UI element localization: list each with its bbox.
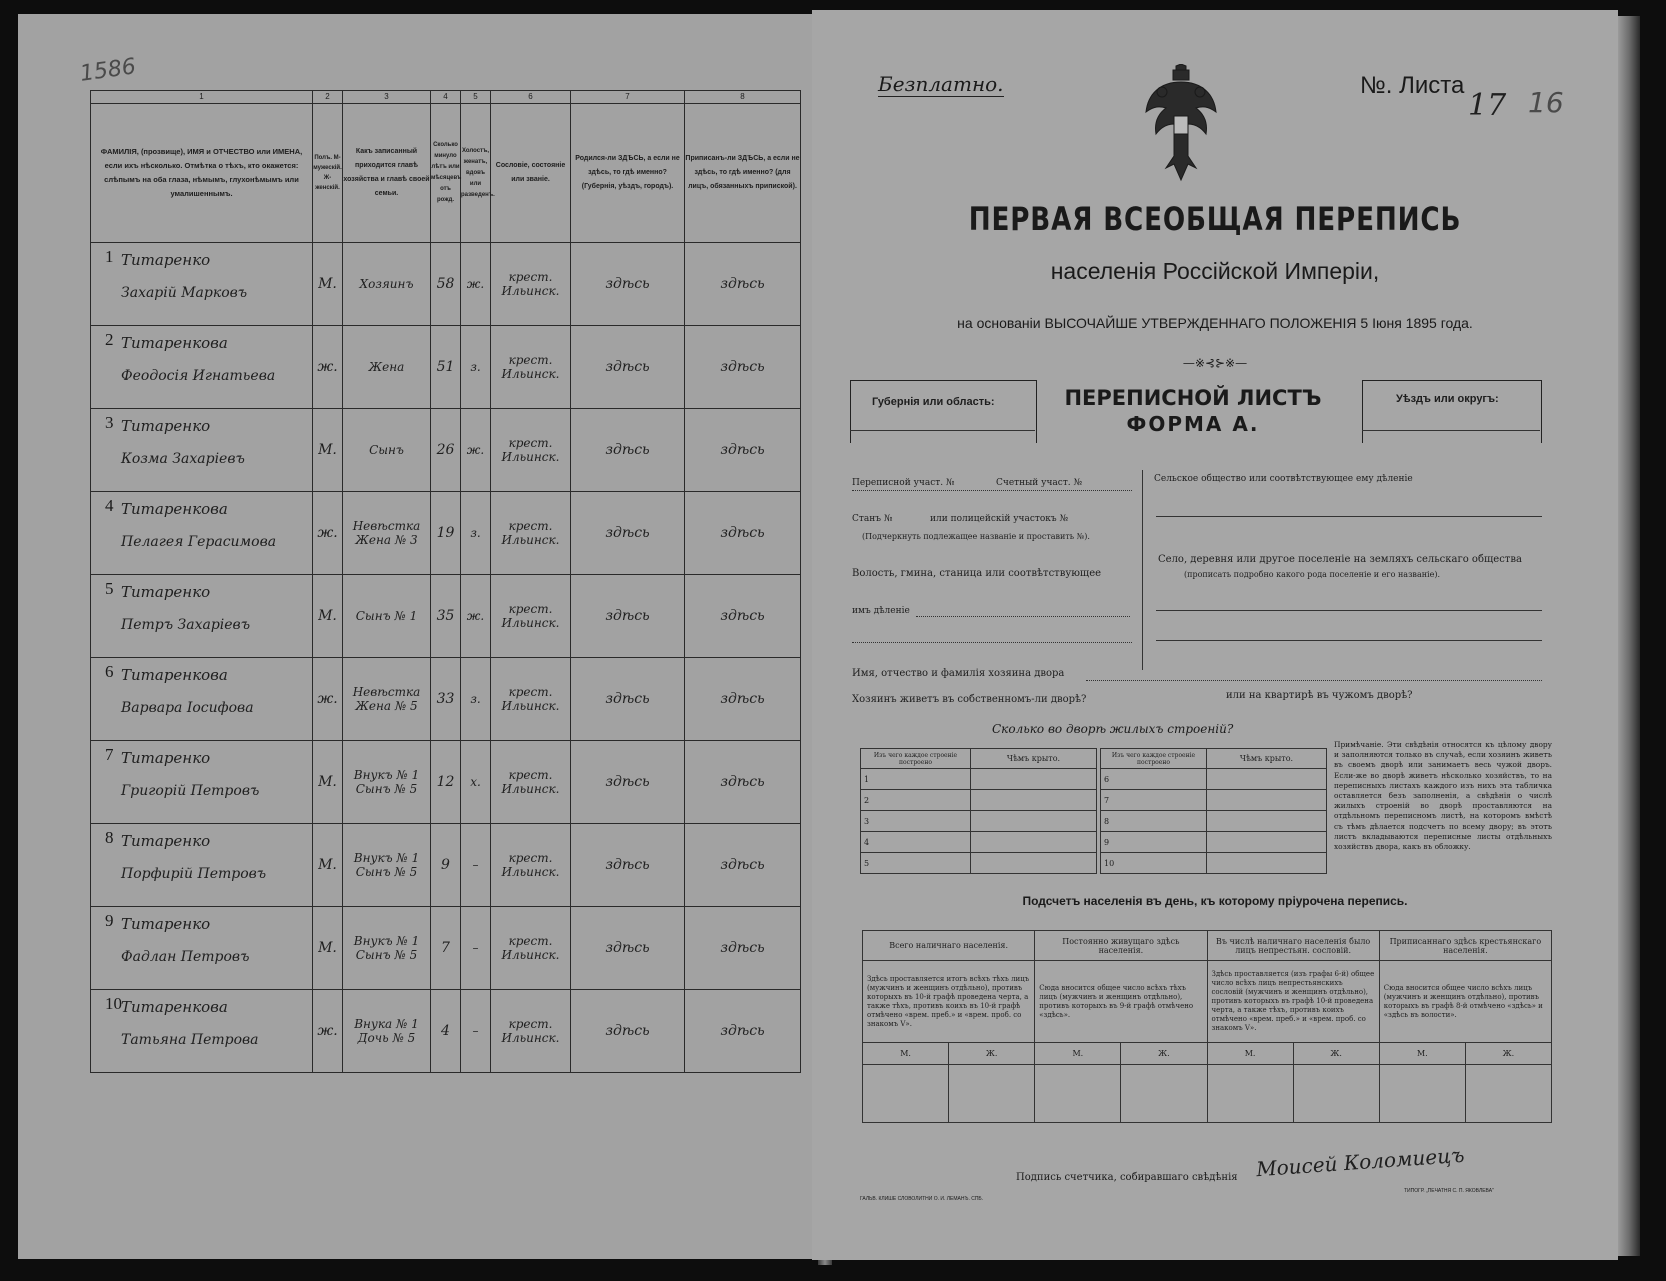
given-name-text: Григорій Петровъ xyxy=(121,783,260,799)
relation-cell: Внукъ № 1 Сынъ № 5 xyxy=(343,741,431,824)
police-label: или полицейскій участокъ № xyxy=(930,514,1069,524)
table-row xyxy=(91,907,801,990)
owner-lives-label: Хозяинъ живетъ въ собственномъ-ли дворѣ? xyxy=(852,694,1087,705)
column-number: 8 xyxy=(685,91,801,104)
birthplace-cell: здѣсь xyxy=(571,492,685,575)
row-number: 7 xyxy=(105,745,114,764)
registration-cell: здѣсь xyxy=(685,409,801,492)
buildings-col-a: Изъ чего каждое строеніе построено xyxy=(861,749,971,769)
marital-cell: ж. xyxy=(461,243,491,326)
surname-text: Титаренкова xyxy=(121,666,228,684)
registration-cell: здѣсь xyxy=(685,741,801,824)
sex-cell: М. xyxy=(313,907,343,990)
tally-explanation: Сюда вносится общее число всѣхъ тѣхъ лицъ (мужчинъ и женщинъ отдѣльно), противъ которыхъ въ 9-й графѣ отмѣчено «здѣсь». xyxy=(1035,961,1207,1043)
ornament-divider: —※⊰⊱※— xyxy=(1182,356,1248,370)
gubernia-line xyxy=(850,430,1035,431)
age-cell: 19 xyxy=(431,492,461,575)
tally-cell xyxy=(863,1065,949,1123)
row-number: 1 xyxy=(105,247,114,266)
given-name-text: Петръ Захаріевъ xyxy=(121,617,251,633)
name-cell xyxy=(91,492,313,575)
birthplace-cell: здѣсь xyxy=(571,326,685,409)
tally-cell xyxy=(1379,1065,1465,1123)
population-tally-table xyxy=(862,930,1552,1123)
age-cell: 12 xyxy=(431,741,461,824)
gubernia-label: Губернія или область: xyxy=(872,396,995,408)
column-number: 1 xyxy=(91,91,313,104)
estate-cell: крест. Ильинск. xyxy=(491,824,571,907)
form-code: ФОРМА А. xyxy=(1126,412,1260,436)
buildings-col-a: Изъ чего каждое строеніе построено xyxy=(1101,749,1207,769)
tally-explanation: Здѣсь проставляется итогъ всѣхъ тѣхъ лицъ (мужчинъ и женщинъ отдѣльно), противъ которыхъ въ 10-й графѣ проведена черта, а также тѣхъ, противъ коихъ въ 10-й графѣ отмѣчено «врем. преб.» и «врем. проб. со знакомъ V». xyxy=(863,961,1035,1043)
birthplace-cell: здѣсь xyxy=(571,575,685,658)
buildings-cell xyxy=(971,769,1097,790)
age-cell: 35 xyxy=(431,575,461,658)
name-cell xyxy=(91,326,313,409)
given-name-text: Козма Захаріевъ xyxy=(121,451,245,467)
tally-cell xyxy=(1121,1065,1207,1123)
buildings-cell xyxy=(1207,853,1327,874)
row-number: 3 xyxy=(105,413,114,432)
volost-line-2 xyxy=(852,642,1132,643)
column-number-row xyxy=(91,91,801,104)
male-header: М. xyxy=(1207,1043,1293,1065)
buildings-cell xyxy=(971,853,1097,874)
name-cell xyxy=(91,741,313,824)
estate-cell: крест. Ильинск. xyxy=(491,990,571,1073)
registration-cell: здѣсь xyxy=(685,658,801,741)
age-cell: 9 xyxy=(431,824,461,907)
tally-explanation: Сюда вносится общее число всѣхъ лицъ (мужчинъ и женщинъ отдѣльно), противъ которыхъ въ графѣ 8-й отмѣчено «здѣсь» и «здѣсь въ волости». xyxy=(1379,961,1551,1043)
table-row xyxy=(91,409,801,492)
registration-cell: здѣсь xyxy=(685,575,801,658)
estate-cell: крест. Ильинск. xyxy=(491,907,571,990)
column-number: 7 xyxy=(571,91,685,104)
table-row xyxy=(91,990,801,1073)
sex-cell: ж. xyxy=(313,326,343,409)
marital-cell: з. xyxy=(461,492,491,575)
buildings-row-num: 4 xyxy=(861,832,971,853)
owner-line xyxy=(1086,680,1542,681)
sheet-number-pencil: 16 xyxy=(1528,86,1564,119)
row-number: 6 xyxy=(105,662,114,681)
column-header: Полъ. М-мужескій. Ж-женскій. xyxy=(313,104,343,243)
buildings-row-num: 3 xyxy=(861,811,971,832)
buildings-row-num: 7 xyxy=(1101,790,1207,811)
birthplace-cell: здѣсь xyxy=(571,243,685,326)
buildings-col-b: Чѣмъ крыто. xyxy=(971,749,1097,769)
name-cell xyxy=(91,409,313,492)
tally-cell xyxy=(1465,1065,1551,1123)
tally-cell xyxy=(1293,1065,1379,1123)
surname-text: Титаренко xyxy=(121,749,211,767)
surname-text: Титаренко xyxy=(121,583,211,601)
buildings-note: Примѣчаніе. Эти свѣдѣнія относятся къ цѣлому двору и заполняются только въ случаѣ, если хозяинъ живетъ въ своемъ дворѣ или занимаетъ весь чужой дворъ. Если-же во дворѣ живетъ нѣсколько хозяйствъ, то на переписныхъ листахъ каждого изъ нихъ эта табличка оставляется безъ заполненія, а свѣдѣнія о числѣ жилыхъ строеній во дворѣ проставляются на отдѣльномъ переписномъ листѣ, на которомъ вмѣстѣ съ тѣмъ дѣлается подсчетъ по всему двору; въ этотъ листъ вкладываются переписные листы отдѣльныхъ хозяйствъ двора, какъ въ обложку. xyxy=(1334,740,1552,852)
registration-cell: здѣсь xyxy=(685,492,801,575)
age-cell: 51 xyxy=(431,326,461,409)
obshchestvo-line xyxy=(1156,516,1542,517)
name-cell xyxy=(91,824,313,907)
estate-cell: крест. Ильинск. xyxy=(491,492,571,575)
female-header: Ж. xyxy=(1121,1043,1207,1065)
selo-line-2 xyxy=(1156,640,1542,641)
eagle-icon xyxy=(1140,64,1222,192)
given-name-text: Порфирій Петровъ xyxy=(121,866,267,882)
table-row xyxy=(91,492,801,575)
registration-cell: здѣсь xyxy=(685,990,801,1073)
uezd-box xyxy=(1362,380,1542,443)
buildings-row-num: 2 xyxy=(861,790,971,811)
buildings-table-left xyxy=(860,748,1097,874)
table-row xyxy=(91,658,801,741)
schetny-label: Счетный участ. № xyxy=(996,478,1083,488)
registration-cell: здѣсь xyxy=(685,326,801,409)
birthplace-cell: здѣсь xyxy=(571,907,685,990)
underline-note: (Подчеркнуть подлежащее названіе и проставить №). xyxy=(862,532,1090,541)
marital-cell: – xyxy=(461,907,491,990)
age-cell: 4 xyxy=(431,990,461,1073)
uchastok-label: Переписной участ. № xyxy=(852,478,955,488)
registration-cell: здѣсь xyxy=(685,824,801,907)
age-cell: 26 xyxy=(431,409,461,492)
given-name-text: Захарій Марковъ xyxy=(121,285,248,301)
owner-label: Имя, отчество и фамилія хозяина двора xyxy=(852,668,1065,679)
birthplace-cell: здѣсь xyxy=(571,741,685,824)
birthplace-cell: здѣсь xyxy=(571,990,685,1073)
relation-cell: Жена xyxy=(343,326,431,409)
uchastok-line xyxy=(852,490,1132,491)
surname-text: Титаренкова xyxy=(121,500,228,518)
age-cell: 33 xyxy=(431,658,461,741)
column-header: ФАМИЛІЯ, (прозвище), ИМЯ и ОТЧЕСТВО или ИМЕНА, если ихъ нѣсколько. Отмѣтка о тѣхъ, кто окажется: слѣпымъ на оба глаза, нѣмымъ, глухонѣмымъ или умалишеннымъ. xyxy=(91,104,313,243)
marital-cell: з. xyxy=(461,326,491,409)
printer-imprint-left: ГАЛЬВ. КЛИШЕ СЛОВОЛИТНИ О. И. ЛЕМАНЪ. СПБ. xyxy=(860,1196,984,1202)
surname-text: Титаренкова xyxy=(121,334,228,352)
estate-cell: крест. Ильинск. xyxy=(491,243,571,326)
row-number: 9 xyxy=(105,911,114,930)
surname-text: Титаренко xyxy=(121,251,211,269)
name-cell xyxy=(91,243,313,326)
registration-cell: здѣсь xyxy=(685,907,801,990)
sex-cell: М. xyxy=(313,741,343,824)
column-header: Приписанъ-ли ЗДѢСЬ, а если не здѣсь, то гдѣ именно? (для лицъ, обязанныхъ припиской). xyxy=(685,104,801,243)
estate-cell: крест. Ильинск. xyxy=(491,741,571,824)
relation-cell: Хозяинъ xyxy=(343,243,431,326)
male-header: М. xyxy=(863,1043,949,1065)
female-header: Ж. xyxy=(1293,1043,1379,1065)
tally-head: Всего наличнаго населенія. xyxy=(863,931,1035,961)
surname-text: Титаренкова xyxy=(121,998,228,1016)
relation-cell: Внукъ № 1 Сынъ № 5 xyxy=(343,824,431,907)
table-row xyxy=(91,824,801,907)
age-cell: 7 xyxy=(431,907,461,990)
selo-line xyxy=(1156,610,1542,611)
given-name-text: Татьяна Петрова xyxy=(121,1032,259,1048)
column-header: Какъ записанный приходится главѣ хозяйства и главѣ своей семьи. xyxy=(343,104,431,243)
buildings-cell xyxy=(1207,811,1327,832)
marital-cell: – xyxy=(461,990,491,1073)
marital-cell: х. xyxy=(461,741,491,824)
form-name: ПЕРЕПИСНОЙ ЛИСТЪ xyxy=(1064,386,1322,410)
buildings-cell xyxy=(1207,832,1327,853)
given-name-text: Фадлан Петровъ xyxy=(121,949,250,965)
surname-text: Титаренко xyxy=(121,832,211,850)
column-number: 3 xyxy=(343,91,431,104)
buildings-row-num: 9 xyxy=(1101,832,1207,853)
birthplace-cell: здѣсь xyxy=(571,409,685,492)
field-divider xyxy=(1142,470,1143,670)
buildings-cell xyxy=(971,811,1097,832)
relation-cell: Невѣстка Жена № 5 xyxy=(343,658,431,741)
page-title: ПЕРВАЯ ВСЕОБЩАЯ ПЕРЕПИСЬ xyxy=(968,200,1462,238)
surname-text: Титаренко xyxy=(121,417,211,435)
sex-cell: ж. xyxy=(313,492,343,575)
estate-cell: крест. Ильинск. xyxy=(491,326,571,409)
column-number: 5 xyxy=(461,91,491,104)
census-table xyxy=(90,90,801,1073)
page-subtitle: населенія Россійской Имперіи, xyxy=(1050,258,1380,284)
table-row xyxy=(91,243,801,326)
name-cell xyxy=(91,575,313,658)
table-row xyxy=(91,741,801,824)
column-header: Холостъ, женатъ, вдовъ или разведенъ. xyxy=(461,104,491,243)
printer-imprint-right: ТИПОГР. „ПЕЧАТНЯ С. П. ЯКОВЛЕВА" xyxy=(1404,1188,1494,1194)
given-name-text: Пелагея Герасимова xyxy=(121,534,277,550)
name-cell xyxy=(91,990,313,1073)
volost-label: Волость, гмина, станица или соотвѣтствующее xyxy=(852,568,1102,579)
enumerator-signature: Моисей Коломиецъ xyxy=(1255,1142,1466,1182)
free-label: Безплатно. xyxy=(878,72,1004,96)
name-cell xyxy=(91,907,313,990)
row-number: 2 xyxy=(105,330,114,349)
buildings-row-num: 6 xyxy=(1101,769,1207,790)
female-header: Ж. xyxy=(949,1043,1035,1065)
given-name-text: Варвара Іосифова xyxy=(121,700,254,716)
sex-cell: М. xyxy=(313,824,343,907)
column-header: Сколько минуло лѣтъ или мѣсяцевъ отъ рожд. xyxy=(431,104,461,243)
column-header-row xyxy=(91,104,801,243)
sheet-number-handwritten: 17 xyxy=(1468,88,1507,123)
relation-cell: Внука № 1 Дочь № 5 xyxy=(343,990,431,1073)
male-header: М. xyxy=(1035,1043,1121,1065)
tally-cell xyxy=(1207,1065,1293,1123)
birthplace-cell: здѣсь xyxy=(571,824,685,907)
marital-cell: з. xyxy=(461,658,491,741)
volost-line xyxy=(916,616,1130,617)
gubernia-box xyxy=(850,380,1037,443)
buildings-row-num: 10 xyxy=(1101,853,1207,874)
estate-cell: крест. Ильинск. xyxy=(491,575,571,658)
row-number: 4 xyxy=(105,496,114,515)
double-headed-eagle-emblem xyxy=(1140,64,1222,192)
sheet-label: №. Листа xyxy=(1360,72,1465,99)
signature-label: Подпись счетчика, собиравшаго свѣдѣнія xyxy=(1016,1172,1238,1183)
buildings-cell xyxy=(971,832,1097,853)
estate-cell: крест. Ильинск. xyxy=(491,658,571,741)
buildings-table-right xyxy=(1100,748,1327,874)
tally-cell xyxy=(1035,1065,1121,1123)
table-row xyxy=(91,575,801,658)
sex-cell: ж. xyxy=(313,658,343,741)
buildings-cell xyxy=(1207,790,1327,811)
row-number: 8 xyxy=(105,828,114,847)
sex-cell: М. xyxy=(313,575,343,658)
buildings-row-num: 5 xyxy=(861,853,971,874)
volost-label-2: имъ дѣленіе xyxy=(852,606,910,616)
column-header: Родился-ли ЗДѢСЬ, а если не здѣсь, то гдѣ именно? (Губернія, уѣздъ, городъ). xyxy=(571,104,685,243)
age-cell: 58 xyxy=(431,243,461,326)
relation-cell: Невѣстка Жена № 3 xyxy=(343,492,431,575)
stan-label: Станъ № xyxy=(852,514,893,524)
buildings-question: Сколько во дворѣ жилыхъ строеній? xyxy=(992,722,1234,736)
tally-explanation: Здѣсь проставляется (изъ графы 6-й) общее число всѣхъ лицъ непрестьянскихъ сословій (мужчинъ и женщинъ отдѣльно), противъ которыхъ въ графѣ 10-й проведена черта, а также тѣхъ, противъ коихъ отмѣчено «врем. преб.» и «врем. проб. со знакомъ V». xyxy=(1207,961,1379,1043)
marital-cell: ж. xyxy=(461,409,491,492)
sex-cell: М. xyxy=(313,243,343,326)
selo-label: Село, деревня или другое поселеніе на земляхъ сельскаго общества xyxy=(1158,554,1522,565)
buildings-cell xyxy=(971,790,1097,811)
sex-cell: М. xyxy=(313,409,343,492)
surname-text: Титаренко xyxy=(121,915,211,933)
birthplace-cell: здѣсь xyxy=(571,658,685,741)
row-number: 5 xyxy=(105,579,114,598)
page-edges xyxy=(1618,16,1640,1256)
tally-title: Подсчетъ населенія въ день, къ которому пріурочена перепись. xyxy=(1022,894,1408,908)
obshchestvo-label: Сельское общество или соотвѣтствующее ему дѣленіе xyxy=(1154,474,1413,484)
row-number: 10 xyxy=(105,994,122,1013)
buildings-row-num: 1 xyxy=(861,769,971,790)
given-name-text: Феодосія Игнатьева xyxy=(121,368,276,384)
buildings-col-b: Чѣмъ крыто. xyxy=(1207,749,1327,769)
tally-head: Постоянно живущаго здѣсь населенія. xyxy=(1035,931,1207,961)
registration-cell: здѣсь xyxy=(685,243,801,326)
column-number: 4 xyxy=(431,91,461,104)
legal-basis: на основаніи ВЫСОЧАЙШЕ УТВЕРЖДЕННАГО ПОЛОЖЕНІЯ 5 Іюня 1895 года. xyxy=(957,315,1473,331)
relation-cell: Сынъ № 1 xyxy=(343,575,431,658)
marital-cell: – xyxy=(461,824,491,907)
tally-head: Въ числѣ наличнаго населенія было лицъ непрестьян. сословій. xyxy=(1207,931,1379,961)
or-rent-label: или на квартирѣ въ чужомъ дворѣ? xyxy=(1226,690,1413,701)
column-number: 2 xyxy=(313,91,343,104)
marital-cell: ж. xyxy=(461,575,491,658)
relation-cell: Внукъ № 1 Сынъ № 5 xyxy=(343,907,431,990)
column-header: Сословіе, состояніе или званіе. xyxy=(491,104,571,243)
estate-cell: крест. Ильинск. xyxy=(491,409,571,492)
folio-pencil-number: 1586 xyxy=(78,54,138,87)
female-header: Ж. xyxy=(1465,1043,1551,1065)
sex-cell: ж. xyxy=(313,990,343,1073)
selo-note: (прописать подробно какого рода поселеніе и его названіе). xyxy=(1184,570,1440,579)
uezd-line xyxy=(1362,430,1540,431)
uezd-label: Уѣздъ или округъ: xyxy=(1396,393,1499,405)
relation-cell: Сынъ xyxy=(343,409,431,492)
tally-head: Приписаннаго здѣсь крестьянскаго населенія. xyxy=(1379,931,1551,961)
column-number: 6 xyxy=(491,91,571,104)
name-cell xyxy=(91,658,313,741)
buildings-cell xyxy=(1207,769,1327,790)
table-row xyxy=(91,326,801,409)
male-header: М. xyxy=(1379,1043,1465,1065)
tally-cell xyxy=(949,1065,1035,1123)
buildings-row-num: 8 xyxy=(1101,811,1207,832)
